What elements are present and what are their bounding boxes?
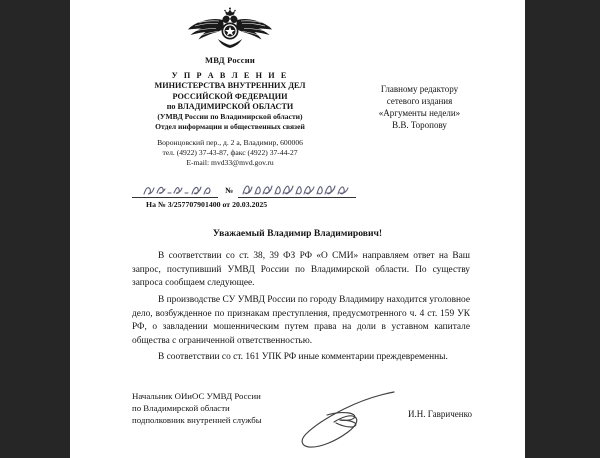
department-line-4: по ВЛАДИМИРСКОЙ ОБЛАСТИ bbox=[166, 101, 294, 111]
addressee-block bbox=[332, 84, 507, 132]
handwritten-number bbox=[240, 182, 352, 198]
reference-line bbox=[132, 184, 372, 209]
addressee-line-3: «Аргументы недели» bbox=[378, 107, 461, 118]
emblem-container bbox=[70, 6, 390, 54]
addressee-line-4: В.В. Торопову bbox=[392, 119, 447, 130]
address-street: Воронцовский пер., д. 2 а, Владимир, 600006 bbox=[157, 138, 303, 148]
salutation: Уважаемый Владимир Владимирович! bbox=[212, 228, 383, 239]
mvd-russia-emblem bbox=[188, 7, 272, 53]
address-block bbox=[70, 138, 390, 168]
addressee-line-2: сетевого издания bbox=[386, 95, 453, 106]
handwritten-date bbox=[140, 183, 214, 198]
signer-title-line-1: Начальник ОИиОС УМВД России bbox=[132, 391, 261, 401]
signer-name: И.Н. Гавриченко bbox=[407, 409, 472, 419]
reference-reply-to: На № 3/257707901400 от 20.03.2025 bbox=[146, 200, 268, 209]
reference-row bbox=[132, 184, 372, 199]
letter-body bbox=[132, 250, 470, 365]
department-unit: Отдел информации и общественных связей bbox=[155, 121, 305, 131]
addressee-line-1: Главному редактору bbox=[380, 84, 459, 94]
body-paragraph-1: В соответствии со ст. 38, 39 ФЗ РФ «О СМИ» направляем ответ на Ваш запрос, поступивший УМВД России по Владимирской области. По существу запроса сообщаем следующее. bbox=[132, 251, 470, 289]
organization-name: МВД России bbox=[205, 55, 255, 65]
department-line-2: МИНИСТЕРСТВА ВНУТРЕННИХ ДЕЛ bbox=[154, 81, 306, 91]
signer-title-line-2: по Владимирской области bbox=[132, 402, 230, 413]
body-paragraph-3: В соответствии со ст. 161 УПК РФ иные комментарии преждевременны. bbox=[158, 352, 448, 363]
signature-block bbox=[132, 391, 472, 427]
reference-number-label: № bbox=[225, 186, 234, 195]
handwritten-signature bbox=[282, 389, 402, 451]
department-line-1: У П Р А В Л Е Н И Е bbox=[171, 71, 289, 80]
department-paren: (УМВД России по Владимирской области) bbox=[157, 112, 303, 122]
letter-page bbox=[70, 0, 525, 458]
department-line-3: РОССИЙСКОЙ ФЕДЕРАЦИИ bbox=[172, 91, 288, 101]
body-paragraph-2: В производстве СУ УМВД России по городу Владимиру находится уголовное дело, возбужденное по признакам преступления, предусмотренного ч. 4 ст. 159 УК РФ, о завладении мошенническим путем права на доли в уставном капитале общества с ограниченной ответственностью. bbox=[132, 294, 470, 346]
signer-title-line-3: подполковник внутренней службы bbox=[132, 414, 262, 425]
address-email: E-mail: mvd33@mvd.gov.ru bbox=[186, 158, 274, 168]
address-phone: тел. (4922) 37-43-87, факс (4922) 37-44-27 bbox=[162, 148, 298, 158]
